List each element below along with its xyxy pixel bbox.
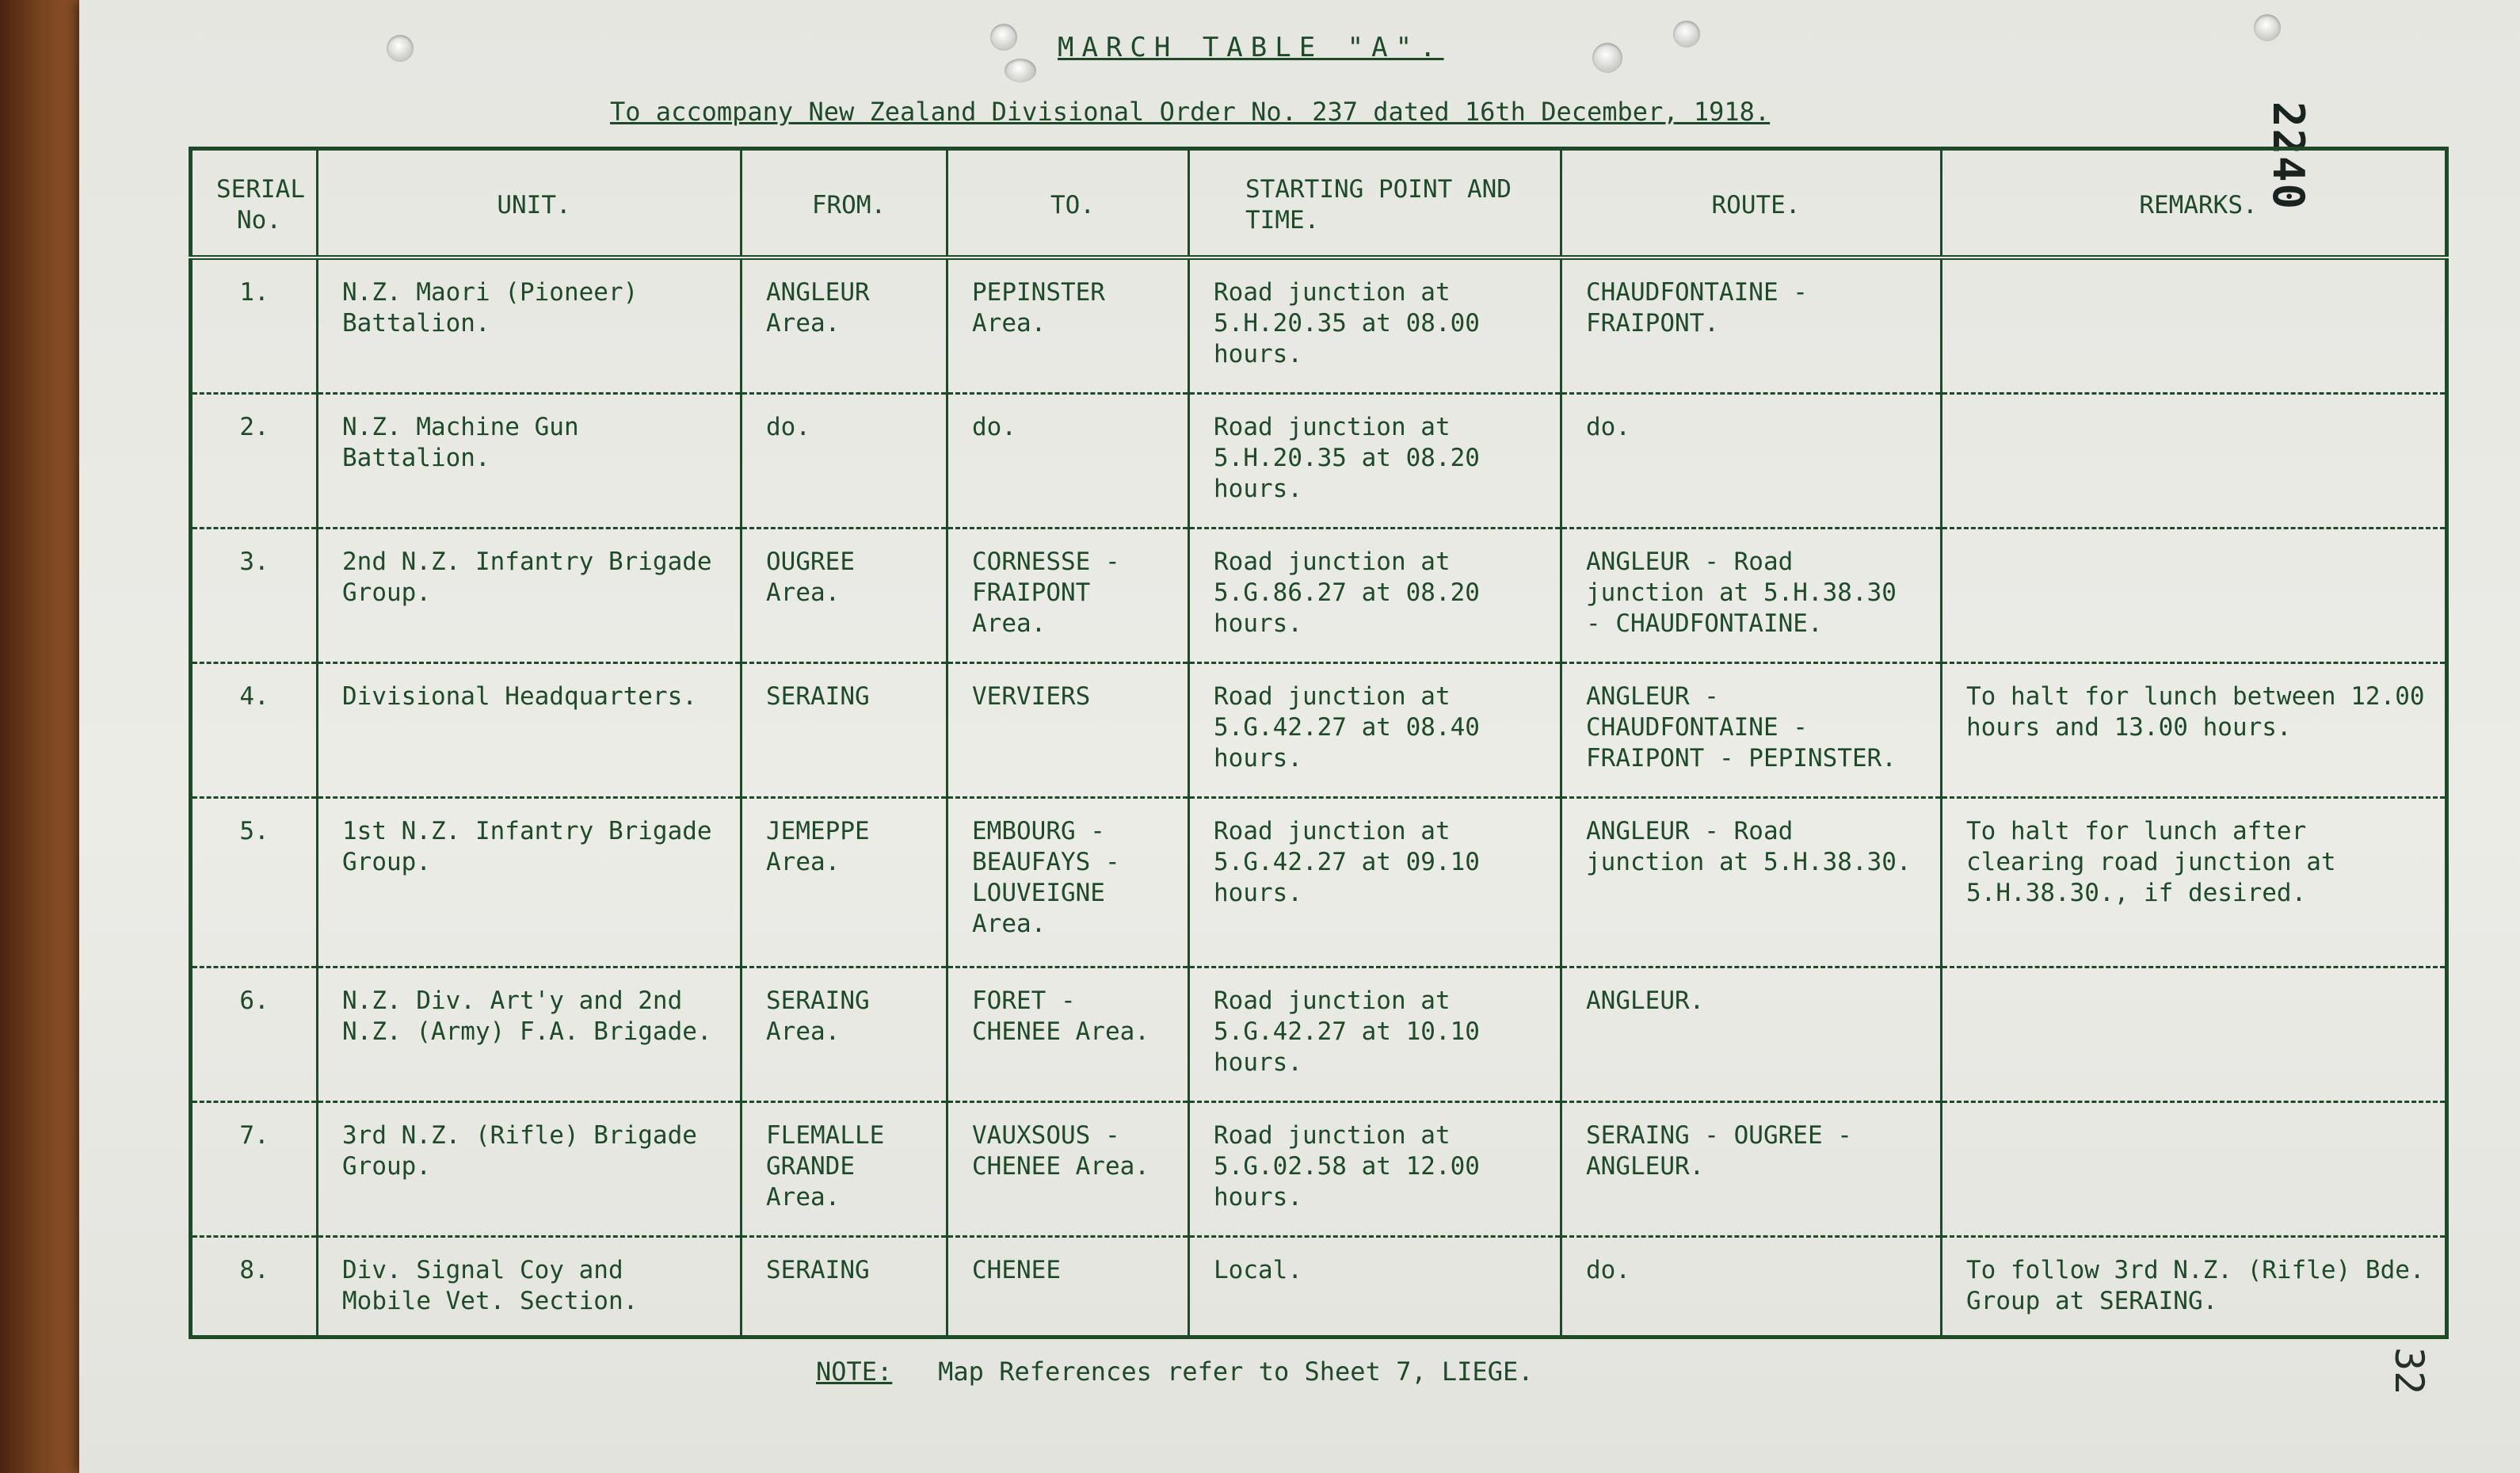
- cell-remarks: To halt for lunch between 12.00 hours and 13.00 hours.: [1942, 663, 2447, 798]
- header-route: ROUTE.: [1561, 149, 1942, 258]
- header-serial: SERIAL No.: [191, 149, 318, 258]
- cell-unit: N.Z. Div. Art'y and 2nd N.Z. (Army) F.A. Brigade.: [318, 967, 742, 1102]
- cell-remarks: To follow 3rd N.Z. (Rifle) Bde. Group at SERAING.: [1942, 1237, 2447, 1338]
- cell-starting-point: Road junction at 5.G.42.27 at 10.10 hours.: [1189, 967, 1561, 1102]
- march-table: [189, 147, 2449, 1339]
- map-reference-note: [816, 1357, 1533, 1387]
- cell-from: JEMEPPE Area.: [742, 798, 947, 967]
- header-to: TO.: [947, 149, 1189, 258]
- table-row: [191, 967, 2447, 1102]
- cell-route: do.: [1561, 1237, 1942, 1338]
- header-unit: UNIT.: [318, 149, 742, 258]
- cell-starting-point: Road junction at 5.G.42.27 at 08.40 hours.: [1189, 663, 1561, 798]
- table-row: [191, 1102, 2447, 1237]
- cell-unit: N.Z. Machine Gun Battalion.: [318, 394, 742, 529]
- cell-to: VAUXSOUS - CHENEE Area.: [947, 1102, 1189, 1237]
- header-starting-point: STARTING POINT AND TIME.: [1189, 149, 1561, 258]
- note-label: NOTE:: [816, 1357, 893, 1387]
- cell-route: ANGLEUR.: [1561, 967, 1942, 1102]
- punch-hole: [990, 24, 1017, 51]
- table-row: [191, 394, 2447, 529]
- cell-route: ANGLEUR - Road junction at 5.H.38.30 - CHAUDFONTAINE.: [1561, 529, 1942, 663]
- cell-starting-point: Road junction at 5.G.02.58 at 12.00 hours.: [1189, 1102, 1561, 1237]
- cell-to: CORNESSE - FRAIPONT Area.: [947, 529, 1189, 663]
- punch-hole: [2254, 14, 2281, 41]
- punch-hole: [387, 35, 414, 62]
- document-title: MARCH TABLE "A".: [1058, 32, 1444, 63]
- table-row: [191, 1237, 2447, 1338]
- cell-to: PEPINSTER Area.: [947, 258, 1189, 394]
- cell-remarks: [1942, 394, 2447, 529]
- cell-to: EMBOURG - BEAUFAYS - LOUVEIGNE Area.: [947, 798, 1189, 967]
- cell-from: do.: [742, 394, 947, 529]
- table-header-row: [191, 149, 2447, 258]
- page-number: 32: [2386, 1347, 2432, 1395]
- cell-from: SERAING: [742, 1237, 947, 1338]
- cell-from: OUGREE Area.: [742, 529, 947, 663]
- cell-starting-point: Local.: [1189, 1237, 1561, 1338]
- cell-unit: N.Z. Maori (Pioneer) Battalion.: [318, 258, 742, 394]
- cell-to: CHENEE: [947, 1237, 1189, 1338]
- cell-to: VERVIERS: [947, 663, 1189, 798]
- punch-hole: [1005, 59, 1036, 82]
- cell-from: ANGLEUR Area.: [742, 258, 947, 394]
- cell-unit: Divisional Headquarters.: [318, 663, 742, 798]
- cell-serial: 7.: [191, 1102, 318, 1237]
- cell-route: ANGLEUR - CHAUDFONTAINE - FRAIPONT - PEPINSTER.: [1561, 663, 1942, 798]
- cell-route: SERAING - OUGREE - ANGLEUR.: [1561, 1102, 1942, 1237]
- document-subtitle: To accompany New Zealand Divisional Order No. 237 dated 16th December, 1918.: [610, 97, 1771, 127]
- cell-unit: Div. Signal Coy and Mobile Vet. Section.: [318, 1237, 742, 1338]
- punch-hole: [1673, 21, 1700, 48]
- table-row: [191, 258, 2447, 394]
- cell-serial: 3.: [191, 529, 318, 663]
- cell-starting-point: Road junction at 5.G.86.27 at 08.20 hours.: [1189, 529, 1561, 663]
- table-row: [191, 798, 2447, 967]
- cell-route: ANGLEUR - Road junction at 5.H.38.30.: [1561, 798, 1942, 967]
- cell-remarks: [1942, 967, 2447, 1102]
- cell-remarks: To halt for lunch after clearing road junction at 5.H.38.30., if desired.: [1942, 798, 2447, 967]
- archive-stamp-number: 2240: [2263, 101, 2313, 212]
- cell-remarks: [1942, 1102, 2447, 1237]
- cell-serial: 2.: [191, 394, 318, 529]
- cell-serial: 8.: [191, 1237, 318, 1338]
- table-row: [191, 663, 2447, 798]
- cell-to: do.: [947, 394, 1189, 529]
- cell-from: SERAING: [742, 663, 947, 798]
- cell-remarks: [1942, 258, 2447, 394]
- cell-serial: 1.: [191, 258, 318, 394]
- cell-remarks: [1942, 529, 2447, 663]
- cell-route: CHAUDFONTAINE - FRAIPONT.: [1561, 258, 1942, 394]
- cell-unit: 2nd N.Z. Infantry Brigade Group.: [318, 529, 742, 663]
- note-text: Map References refer to Sheet 7, LIEGE.: [938, 1357, 1534, 1387]
- table-row: [191, 529, 2447, 663]
- cell-starting-point: Road junction at 5.H.20.35 at 08.00 hours.: [1189, 258, 1561, 394]
- header-remarks: REMARKS.: [1942, 149, 2447, 258]
- cell-route: do.: [1561, 394, 1942, 529]
- cell-from: FLEMALLE GRANDE Area.: [742, 1102, 947, 1237]
- cell-unit: 1st N.Z. Infantry Brigade Group.: [318, 798, 742, 967]
- cell-starting-point: Road junction at 5.G.42.27 at 09.10 hours.: [1189, 798, 1561, 967]
- header-from: FROM.: [742, 149, 947, 258]
- cell-to: FORET - CHENEE Area.: [947, 967, 1189, 1102]
- cell-starting-point: Road junction at 5.H.20.35 at 08.20 hours.: [1189, 394, 1561, 529]
- cell-from: SERAING Area.: [742, 967, 947, 1102]
- cell-unit: 3rd N.Z. (Rifle) Brigade Group.: [318, 1102, 742, 1237]
- cell-serial: 6.: [191, 967, 318, 1102]
- cell-serial: 4.: [191, 663, 318, 798]
- cell-serial: 5.: [191, 798, 318, 967]
